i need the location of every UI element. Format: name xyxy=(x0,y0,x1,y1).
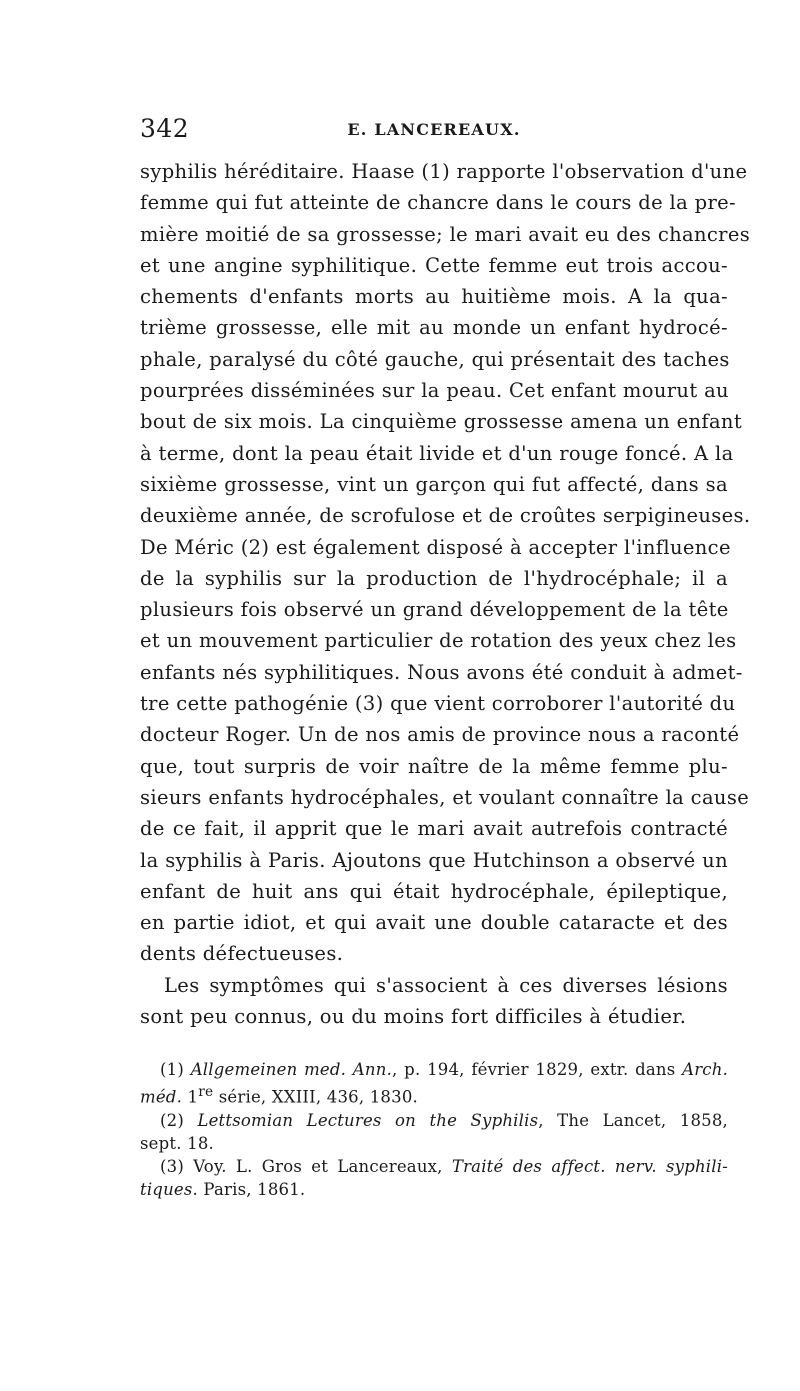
text-line: docteur Roger. Un de nos amis de province nous a raconté xyxy=(140,723,740,747)
footnote-text: série, XXIII, 436, 1830. xyxy=(213,1087,418,1107)
running-head: E. LANCEREAUX. xyxy=(347,120,521,139)
text-line: pourprées disséminées sur la peau. Cet enfant mourut au xyxy=(140,379,729,403)
footnote-2 xyxy=(140,1109,728,1155)
text-line: deuxième année, de scrofulose et de croûtes serpigineuses. xyxy=(140,504,751,528)
footnote-marker: (1) xyxy=(160,1060,191,1080)
footnote-text: (3) Voy. L. Gros et Lancereaux, xyxy=(160,1156,452,1176)
footnote-source-title: Lettsomian Lectures on the Syphilis xyxy=(197,1110,539,1130)
text-line: phale, paralysé du côté gauche, qui présentait des taches xyxy=(140,347,730,371)
text-line: tre cette pathogénie (3) que vient corroborer l'autorité du xyxy=(140,692,736,716)
text-line: sont peu connus, ou du moins fort difficiles à étudier. xyxy=(140,1005,687,1029)
text-line: De Méric (2) est également disposé à accepter l'influence xyxy=(140,535,731,559)
text-line: chements d'enfants morts au huitième mois. A la qua- xyxy=(140,285,728,309)
page-header xyxy=(140,114,728,144)
text-line: sieurs enfants hydrocéphales, et voulant connaître la cause xyxy=(140,785,750,809)
paragraph-1 xyxy=(140,156,751,970)
footnote-line: sept. 18. xyxy=(140,1133,214,1153)
text-line: Les symptômes qui s'associent à ces diverses lésions xyxy=(164,973,728,997)
text-line: de la syphilis sur la production de l'hydrocéphale; il a xyxy=(140,566,728,590)
text-line: enfant de huit ans qui était hydrocéphale, épileptique, xyxy=(140,879,728,903)
footnote-source-title: Traité des affect. nerv. syphili- xyxy=(451,1156,728,1176)
footnote-1 xyxy=(140,1058,728,1109)
footnote-line xyxy=(140,1058,728,1081)
body-text xyxy=(140,156,751,1032)
text-line: mière moitié de sa grossesse; le mari avait eu des chancres xyxy=(140,222,751,246)
book-page xyxy=(140,114,751,1201)
footnote-text: , p. 194, février 1829, extr. dans xyxy=(392,1060,683,1080)
page-number: 342 xyxy=(140,114,190,143)
footnote-text: , The Lancet, 1858, xyxy=(538,1110,729,1130)
footnote-line xyxy=(140,1155,728,1178)
text-line: enfants nés syphilitiques. Nous avons été conduit à admet- xyxy=(140,660,743,684)
footnote-source-title: tiques xyxy=(140,1179,193,1199)
footnote-text: 1 xyxy=(182,1087,199,1107)
text-line: syphilis héréditaire. Haase (1) rapporte l'observation d'une xyxy=(140,160,748,183)
text-line: en partie idiot, et qui avait une double cataracte et des xyxy=(140,911,728,935)
text-line: bout de six mois. La cinquième grossesse amena un enfant xyxy=(140,410,743,434)
text-line: que, tout surpris de voir naître de la même femme plu- xyxy=(140,754,728,778)
footnotes xyxy=(140,1058,728,1201)
footnote-superscript: re xyxy=(198,1084,214,1101)
text-line: à terme, dont la peau était livide et d'un rouge foncé. A la xyxy=(140,441,734,465)
footnote-3 xyxy=(140,1155,728,1201)
text-line: la syphilis à Paris. Ajoutons que Hutchinson a observé un xyxy=(140,848,728,872)
footnote-line xyxy=(140,1178,728,1201)
footnote-text: . Paris, 1861. xyxy=(192,1179,306,1199)
paragraph-2 xyxy=(140,970,728,1033)
footnote-line xyxy=(140,1109,728,1132)
text-line: sixième grossesse, vint un garçon qui fut affecté, dans sa xyxy=(140,472,728,496)
footnote-line xyxy=(140,1081,728,1109)
text-line: femme qui fut atteinte de chancre dans le cours de la pre- xyxy=(140,191,736,215)
footnote-source-title: Arch. xyxy=(682,1060,729,1080)
footnote-source-title: Allgemeinen med. Ann. xyxy=(190,1060,393,1080)
text-line: et une angine syphilitique. Cette femme eut trois accou- xyxy=(140,253,728,277)
text-line: de ce fait, il apprit que le mari avait autrefois contracté xyxy=(140,817,728,841)
text-line: trième grossesse, elle mit au monde un enfant hydrocé- xyxy=(140,316,728,340)
text-line: plusieurs fois observé un grand développement de la tête xyxy=(140,598,729,622)
text-line: et un mouvement particulier de rotation des yeux chez les xyxy=(140,629,737,653)
footnote-marker: (2) xyxy=(160,1110,198,1130)
text-line: dents défectueuses. xyxy=(140,942,344,966)
footnote-source-title: méd. xyxy=(140,1087,183,1107)
